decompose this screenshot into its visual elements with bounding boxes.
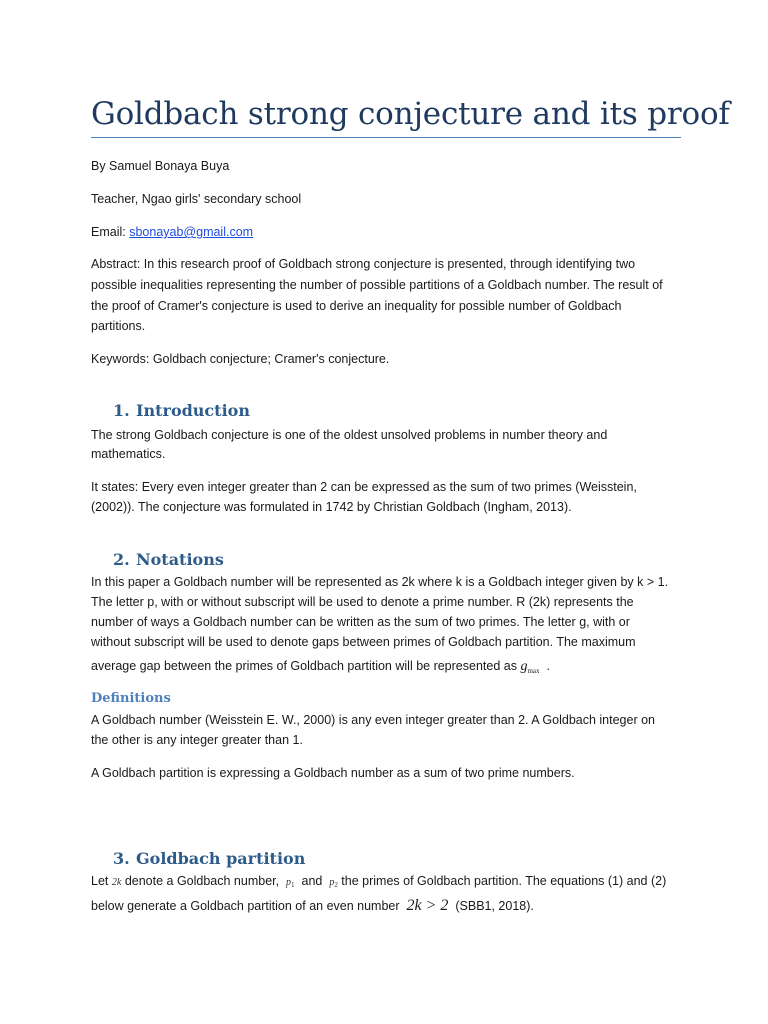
partition-text: the primes of Goldbach partition. The equations (1) and (2) <box>341 874 667 888</box>
section-title: Introduction <box>136 401 250 420</box>
abstract-line: the proof of Cramer's conjecture is used to derive an inequality for possible number of Goldbach <box>91 299 622 313</box>
partition-paragraph-line <box>91 896 683 916</box>
and-text: and <box>301 874 323 888</box>
let-text: Let <box>91 874 109 888</box>
p2-subscript: 2 <box>334 881 338 889</box>
email-link[interactable]: sbonayab@gmail.com <box>129 225 254 239</box>
abstract-line: partitions. <box>91 319 146 333</box>
definition-line: A Goldbach number (Weisstein E. W., 2000) is any even integer greater than 2. A Goldbach integer on <box>91 713 655 727</box>
gmax-base: g <box>520 659 528 674</box>
section-number: 2. <box>113 550 130 569</box>
email-line <box>91 222 683 242</box>
notations-paragraph-line: number of ways a Goldbach number can be written as the sum of two primes. The letter g, with or <box>91 615 630 629</box>
gmax-subscript: max <box>527 667 540 675</box>
section-number: 3. <box>113 849 130 868</box>
definition-line: the other is any integer greater than 1. <box>91 733 303 747</box>
section-heading-introduction <box>113 400 250 422</box>
intro-paragraph-line: The strong Goldbach conjecture is one of the oldest unsolved problems in number theory and <box>91 428 608 442</box>
title-underline <box>91 137 681 138</box>
abstract-line: possible inequalities representing the number of possible partitions of a Goldbach number. The result of <box>91 278 663 292</box>
document-title: Goldbach strong conjecture and its proof <box>91 96 730 132</box>
gmax-symbol <box>520 659 539 674</box>
partition-paragraph-line <box>91 871 683 895</box>
citation-text: (SBB1, 2018). <box>455 899 534 913</box>
author-line: By Samuel Bonaya Buya <box>91 159 230 173</box>
section-heading-goldbach-partition <box>113 848 305 870</box>
definitions-heading: Definitions <box>91 691 171 706</box>
p1-subscript: 1 <box>291 881 295 889</box>
p2-base: p <box>329 877 335 888</box>
definition-line: A Goldbach partition is expressing a Goldbach number as a sum of two prime numbers. <box>91 766 575 780</box>
notations-paragraph-line: without subscript will be used to denote gaps between primes of Goldbach partition. The maximum <box>91 635 636 649</box>
intro-paragraph-line: It states: Every even integer greater than 2 can be expressed as the sum of two primes (Weisstein, <box>91 480 637 494</box>
notations-text: average gap between the primes of Goldbach partition will be represented as <box>91 659 517 673</box>
notations-paragraph-line: In this paper a Goldbach number will be represented as 2k where k is a Goldbach integer given by k > 1. <box>91 575 669 589</box>
math-2k: 2k <box>111 877 122 888</box>
math-p2 <box>329 877 338 888</box>
p1-base: p <box>286 877 292 888</box>
email-label: Email: <box>91 225 126 239</box>
intro-paragraph-line: (2002)). The conjecture was formulated in 1742 by Christian Goldbach (Ingham, 2013). <box>91 500 572 514</box>
partition-text: denote a Goldbach number, <box>124 874 280 888</box>
notations-paragraph-line <box>91 656 683 681</box>
period: . <box>546 659 550 673</box>
keywords-line: Keywords: Goldbach conjecture; Cramer's conjecture. <box>91 352 390 366</box>
notations-paragraph-line: The letter p, with or without subscript will be used to denote a prime number. R (2k) represents the <box>91 595 634 609</box>
math-2k-gt-2: 2k > 2 <box>406 897 449 914</box>
math-p1 <box>286 877 295 888</box>
partition-text: below generate a Goldbach partition of an even number <box>91 899 400 913</box>
section-heading-notations <box>113 549 224 571</box>
section-title: Goldbach partition <box>136 849 306 868</box>
section-title: Notations <box>136 550 224 569</box>
abstract-line: Abstract: In this research proof of Goldbach strong conjecture is presented, through identifying two <box>91 257 636 271</box>
affiliation-line: Teacher, Ngao girls' secondary school <box>91 192 302 206</box>
section-number: 1. <box>113 401 130 420</box>
intro-paragraph-line: mathematics. <box>91 447 166 461</box>
